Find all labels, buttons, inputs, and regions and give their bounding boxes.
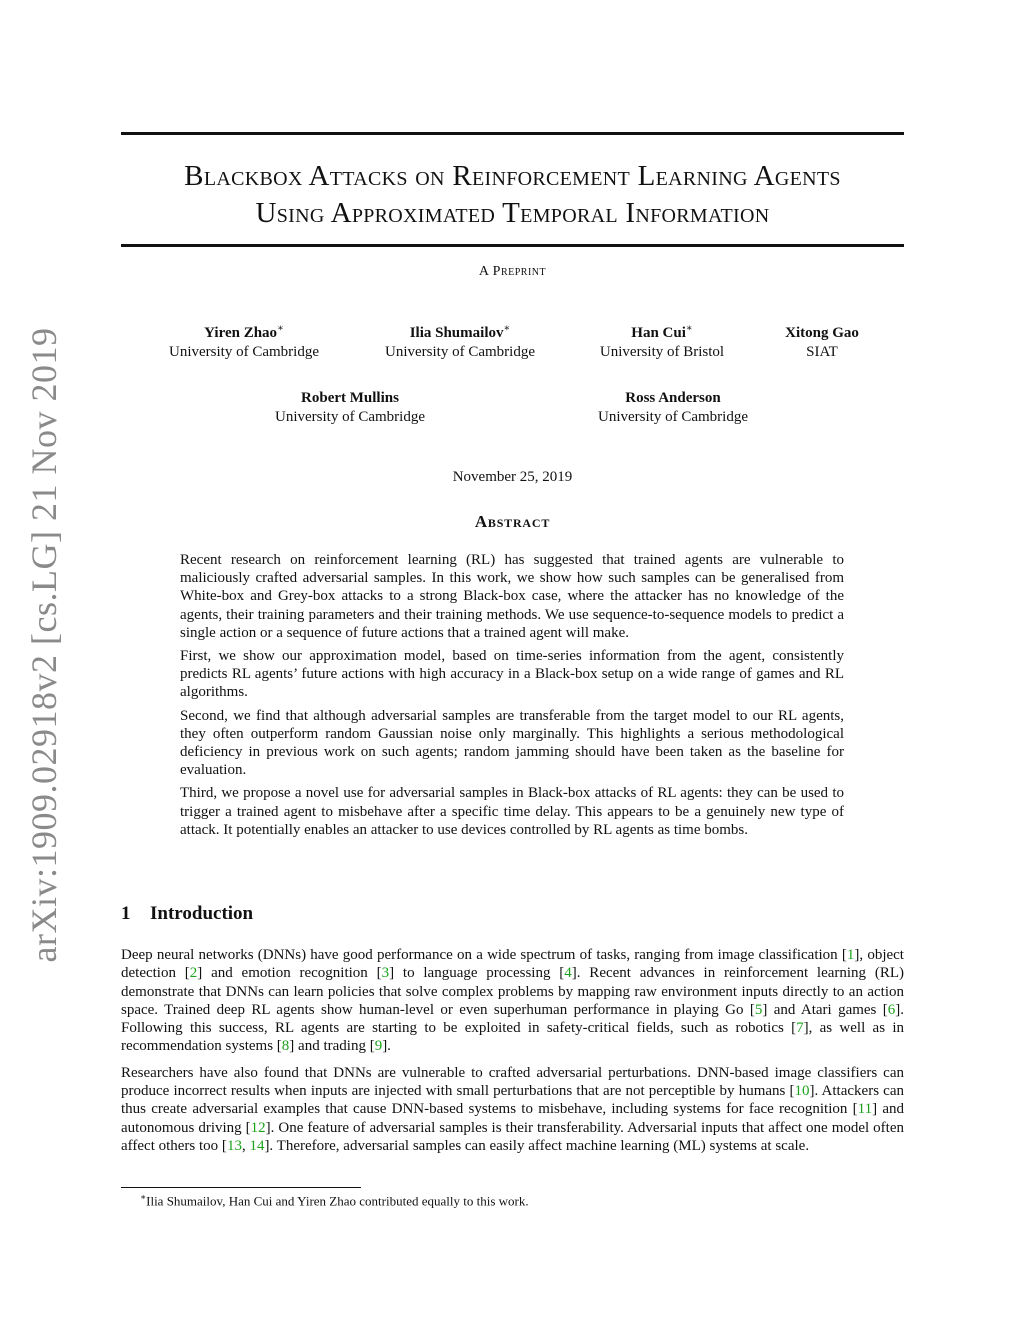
citation-link[interactable]: 14 — [249, 1137, 265, 1154]
author-affiliation: University of Cambridge — [275, 409, 425, 425]
author-affiliation: University of Cambridge — [169, 344, 319, 360]
paper-date: November 25, 2019 — [452, 469, 573, 485]
abstract-body — [180, 551, 844, 844]
abstract-paragraph: First, we show our approximation model, based on time-series information from the agent, consistently predicts RL agents’ future actions with high accuracy in a Black-box setup on a wide range of games and RL algorithms. — [180, 648, 844, 701]
author-block — [582, 319, 742, 362]
citation-link[interactable]: 4 — [564, 965, 572, 982]
body-paragraph: Deep neural networks (DNNs) have good performance on a wide spectrum of tasks, ranging from image classification [1], object detection [2] and emotion recognition [3] to language processing [4]. Recent advances in reinforcement learning (RL) demonstrate that DNNs can learn policies that solve complex problems by mapping raw environment inputs directly to an action space. Trained deep RL agents show human-level or even superhuman performance in playing Go [5] and Atari games [6]. Following this success, RL agents are starting to be exploited in safety-critical fields, such as robotics [7], as well as in recommendation systems [8] and trading [9]. — [121, 947, 905, 1055]
author-name: Ilia Shumailov∗ — [409, 323, 511, 341]
title-rule-bottom — [121, 244, 904, 247]
title-line-1: Blackbox Attacks on Reinforcement Learning Agents — [184, 160, 841, 192]
author-name: Robert Mullins — [301, 390, 399, 406]
author-affiliation: University of Cambridge — [385, 344, 535, 360]
citation-link[interactable]: 6 — [887, 1001, 896, 1018]
citation-link[interactable]: 8 — [281, 1038, 290, 1055]
introduction-body — [121, 946, 904, 1163]
author-block — [370, 319, 550, 362]
section-number: 1 — [121, 903, 131, 924]
abstract-paragraph: Third, we propose a novel use for adversarial samples in Black-box attacks of RL agents: they can be used to trigger a trained agent to misbehave after a specific time delay. This appears to be a genuinely new type of attack. It potentially enables an attacker to use devices controlled by RL agents as time bombs. — [180, 785, 844, 838]
footnote-text: Ilia Shumailov, Han Cui and Yiren Zhao contributed equally to this work. — [146, 1193, 529, 1209]
citation-link[interactable]: 11 — [857, 1101, 873, 1118]
section-title: Introduction — [150, 903, 254, 924]
author-affiliation: University of Bristol — [599, 344, 725, 360]
author-block — [154, 319, 334, 362]
footnote-mark: ∗ — [140, 1192, 147, 1202]
paper-title — [121, 158, 904, 232]
citation-link[interactable]: 2 — [189, 965, 198, 982]
citation-link[interactable]: 5 — [754, 1001, 763, 1018]
author-name: Xitong Gao — [785, 325, 859, 341]
author-block — [583, 384, 763, 427]
citation-link[interactable]: 9 — [374, 1038, 383, 1055]
author-affiliation: SIAT — [806, 344, 838, 360]
preprint-label: A Preprint — [478, 264, 547, 279]
author-name: Ross Anderson — [625, 390, 721, 406]
citation-link[interactable]: 1 — [846, 947, 855, 963]
abstract-heading: Abstract — [474, 512, 551, 531]
citation-link[interactable]: 13 — [226, 1137, 242, 1154]
title-rule-top — [121, 132, 904, 135]
citation-link[interactable]: 7 — [796, 1020, 804, 1037]
abstract-paragraph: Recent research on reinforcement learning (RL) has suggested that trained agents are vulnerable to maliciously crafted adversarial samples. In this work, we show how such samples can be generalised from White-box and Grey-box attacks to a strong Black-box case, where the attacker has no knowledge of the agents, their training parameters and their training methods. We use sequence-to-sequence models to predict a single action or a sequence of future actions that a trained agent will make. — [180, 552, 844, 641]
author-block — [767, 319, 877, 362]
title-line-2: Using Approximated Temporal Information — [255, 197, 770, 229]
citation-link[interactable]: 12 — [250, 1119, 266, 1136]
citation-link[interactable]: 3 — [381, 965, 390, 982]
citation-link[interactable]: 10 — [794, 1083, 810, 1100]
author-block — [260, 384, 440, 427]
author-name: Yiren Zhao∗ — [204, 323, 284, 341]
author-name: Han Cui∗ — [631, 323, 693, 341]
footnote-rule — [121, 1187, 361, 1188]
author-affiliation: University of Cambridge — [598, 409, 748, 425]
footnote — [140, 1192, 529, 1209]
arxiv-identifier: arXiv:1909.02918v2 [cs.LG] 21 Nov 2019 — [24, 327, 64, 963]
body-paragraph: Researchers have also found that DNNs are vulnerable to crafted adversarial perturbations. DNN-based image classifiers can produce incorrect results when inputs are injected with small perturbations that are not perceptible by humans [10]. Attackers can thus create adversarial examples that cause DNN-based systems to misbehave, including systems for face recognition [11] and autonomous driving [12]. One feature of adversarial samples is their transferability. Adversarial inputs that affect one model often affect others too [13, 14]. Therefore, adversarial samples can easily affect machine learning (ML) systems at scale. — [121, 1064, 905, 1154]
abstract-paragraph: Second, we find that although adversarial samples are transferable from the target model to our RL agents, they often outperform random Gaussian noise only marginally. This highlights a serious methodological deficiency in previous work on such agents; random jamming should have been taken as the baseline for evaluation. — [180, 707, 844, 779]
section-heading — [121, 903, 253, 925]
